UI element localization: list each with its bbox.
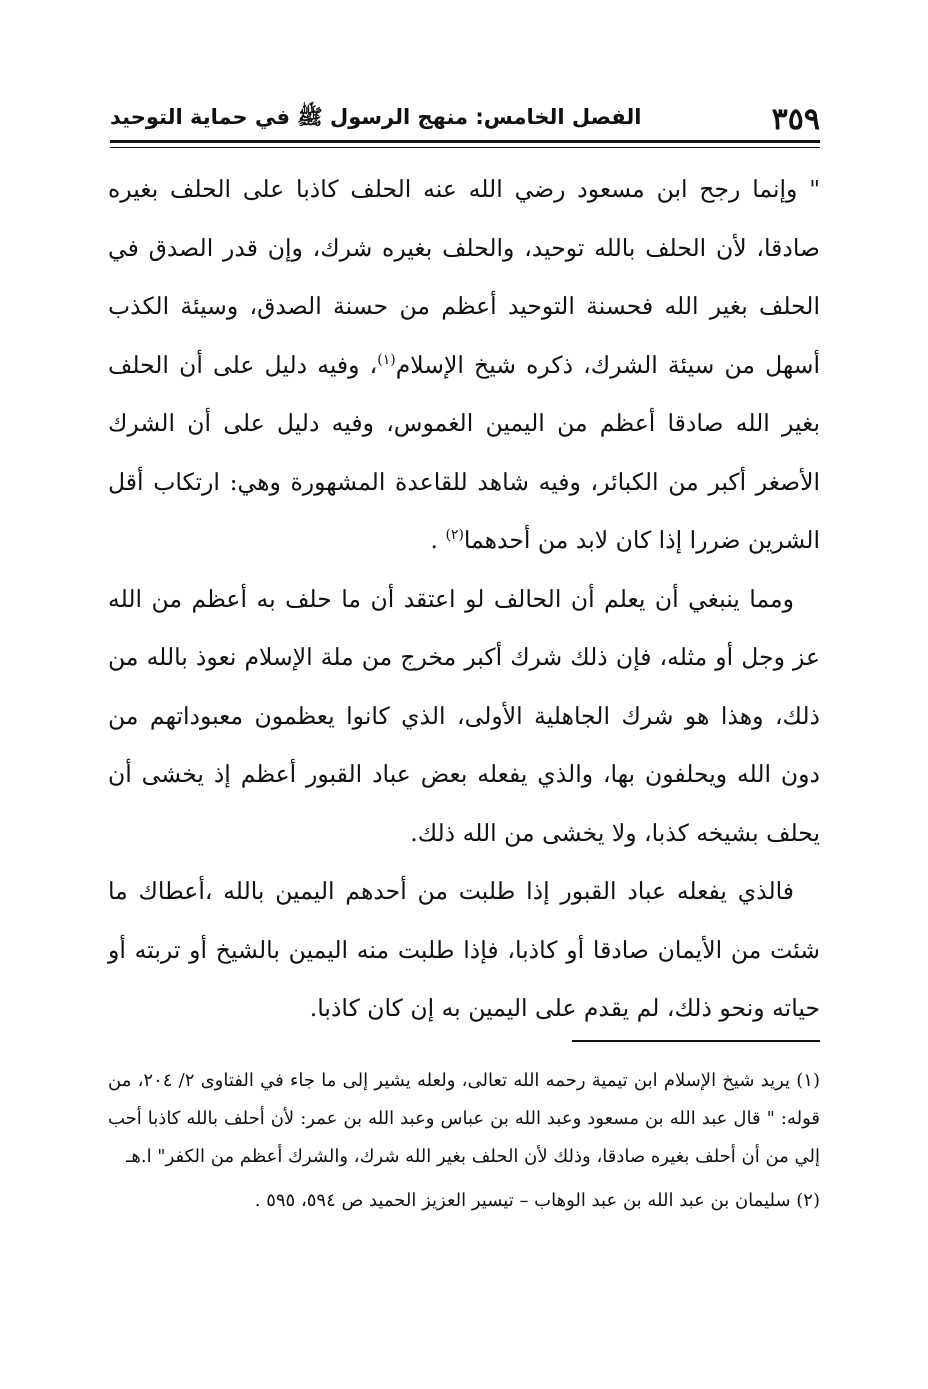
page-header (110, 102, 820, 136)
footnotes (108, 1062, 820, 1226)
paragraph-1-part-b: ، وفيه دليل على أن الحلف بغير الله صادقا أعظم من اليمين الغموس، وفيه دليل على أن الشرك الأصغر أكبر من الكبائر، وفيه شاهد للقاعدة المشهورة وهي: ارتكاب أقل الشرين ضررا إذا كان لابد من أحدهما (108, 350, 820, 554)
main-text (108, 160, 820, 1038)
footnote-ref-2[interactable]: (٢) (445, 527, 464, 544)
footnote-1: (١) يريد شيخ الإسلام ابن تيمية رحمه الله تعالى، ولعله يشير إلى ما جاء في الفتاوى ٢/ ٢٠٤، من قوله: " قال عبد الله بن مسعود وعبد الله بن عباس وعبد الله بن عمر: لأن أحلف بالله كاذبا أحب إلي من أن أحلف بغيره صادقا، وذلك لأن الحلف بغير الله شرك، والشرك أعظم من الكفر" ا.هـ (108, 1070, 820, 1167)
paragraph-1-part-c: . (430, 526, 446, 554)
paragraph-1 (108, 160, 820, 570)
footnote-2: (٢) سليمان بن عبد الله بن عبد الوهاب – تيسير العزيز الحميد ص ٥٩٤، ٥٩٥ . (254, 1190, 820, 1211)
footnote-ref-1[interactable]: (١) (377, 351, 396, 368)
paragraph-2: ومما ينبغي أن يعلم أن الحالف لو اعتقد أن ما حلف به أعظم من الله عز وجل أو مثله، فإن ذلك شرك أكبر مخرج من ملة الإسلام نعوذ بالله من ذلك، وهذا هو شرك الجاهلية الأولى، الذي كانوا يعظمون معبوداتهم من دون الله ويحلفون بها، والذي يفعله بعض عباد القبور أعظم إذ يخشى أن يحلف بشيخه كذبا، ولا يخشى من الله ذلك. (108, 584, 820, 847)
header-rule (110, 140, 820, 143)
footnote-separator (572, 1040, 820, 1042)
page-number: ٣٥٩ (771, 101, 820, 137)
paragraph-3: فالذي يفعله عباد القبور إذا طلبت من أحدهم اليمين بالله ،أعطاك ما شئت من الأيمان صادقا أو كاذبا، فإذا طلبت منه اليمين بالشيخ أو تربته أو حياته ونحو ذلك، لم يقدم على اليمين به إن كان كاذبا. (108, 877, 820, 1022)
paragraph-1-part-a: " وإنما رجح ابن مسعود رضي الله عنه الحلف كاذبا على الحلف بغيره صادقا، لأن الحلف بالله توحيد، والحلف بغيره شرك، وإن قدر الصدق في الحلف بغير الله فحسنة التوحيد أعظم من حسنة الصدق، وسيئة الكذب أسهل من سيئة الشرك، ذكره شيخ الإسلام (108, 175, 820, 379)
running-title: الفصل الخامس: منهج الرسول ﷺ في حماية التوحيد (110, 104, 642, 129)
header-rule-thin (110, 147, 820, 148)
